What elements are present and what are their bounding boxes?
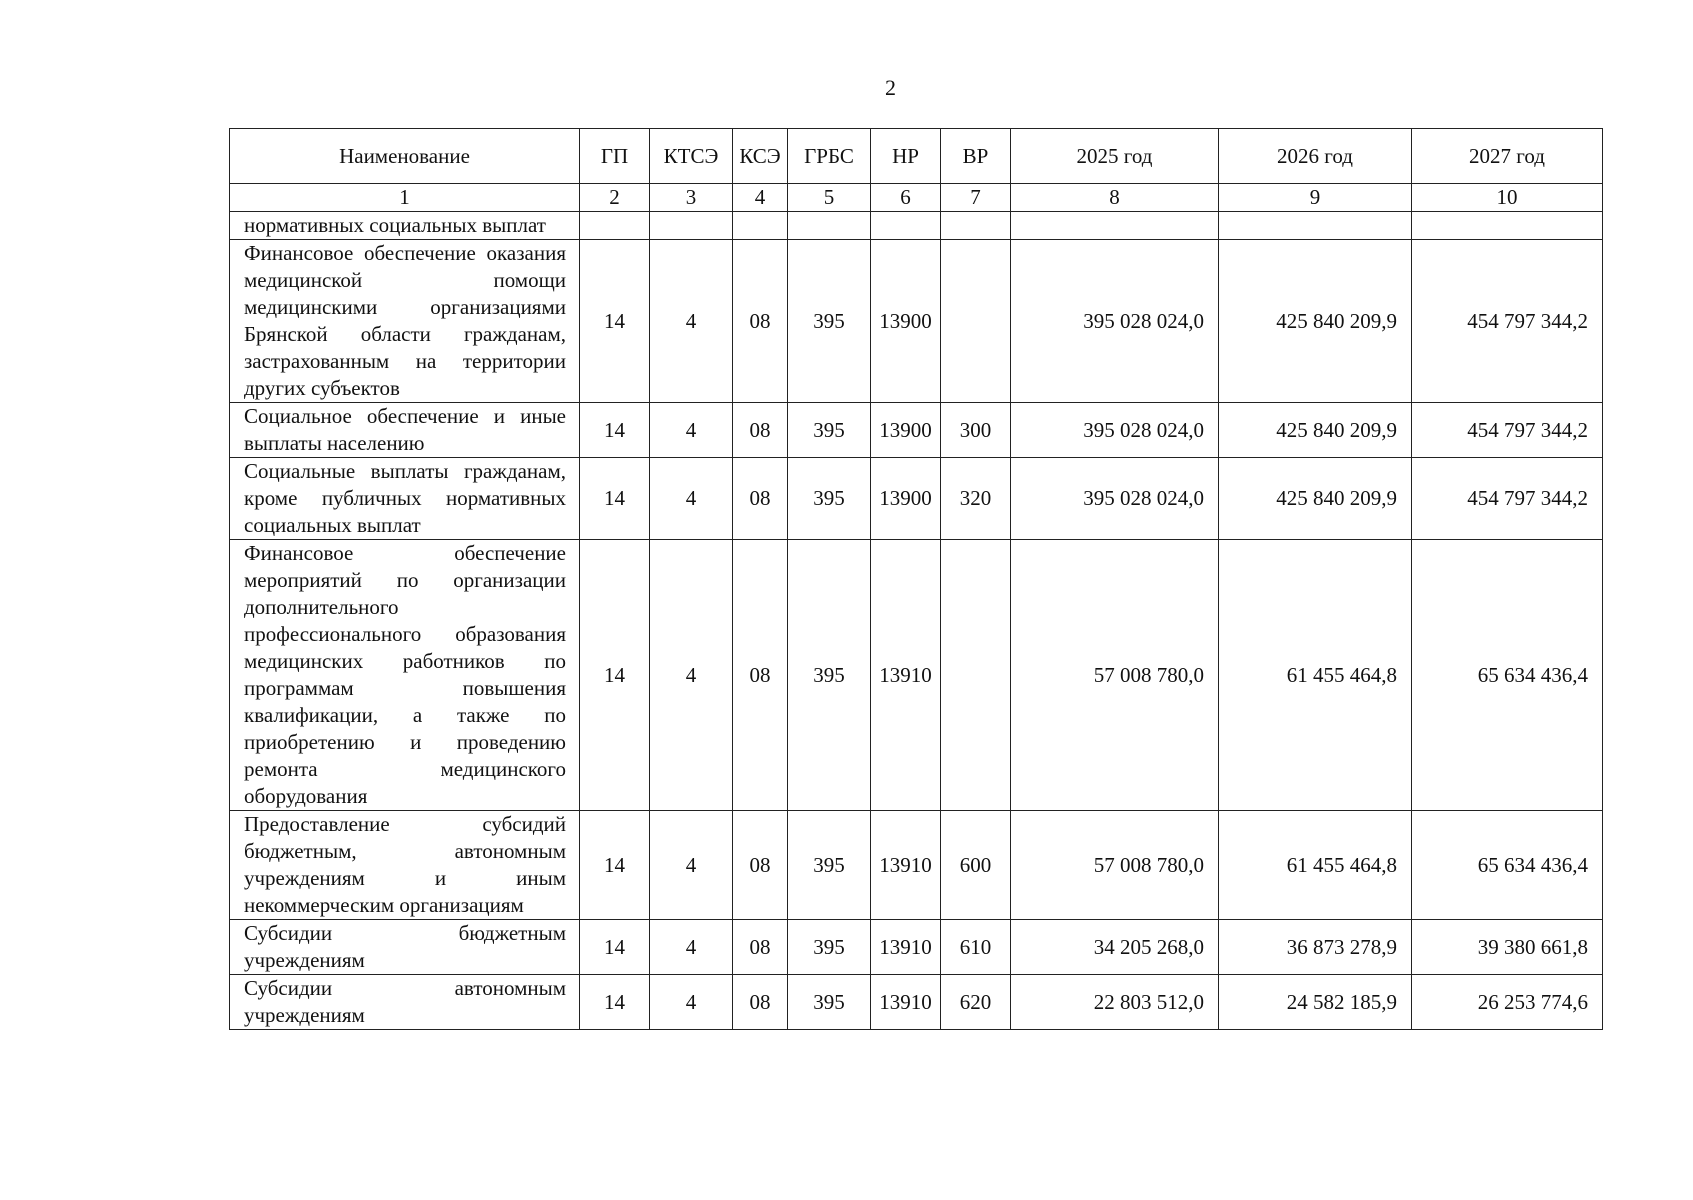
cell-2026 (1219, 212, 1412, 240)
cell-kse (733, 212, 788, 240)
cell-grbs (788, 212, 871, 240)
cell-2027: 65 634 436,4 (1412, 540, 1603, 811)
cell-2025: 395 028 024,0 (1011, 403, 1219, 458)
cell-gp: 14 (580, 403, 650, 458)
cell-2026: 61 455 464,8 (1219, 811, 1412, 920)
cell-nr (871, 212, 941, 240)
cell-2027: 454 797 344,2 (1412, 240, 1603, 403)
cell-2027: 26 253 774,6 (1412, 975, 1603, 1030)
cell-kse: 08 (733, 458, 788, 540)
cell-grbs: 395 (788, 458, 871, 540)
cell-2025: 22 803 512,0 (1011, 975, 1219, 1030)
cell-nr: 13910 (871, 975, 941, 1030)
cell-grbs: 395 (788, 975, 871, 1030)
column-number: 7 (941, 184, 1011, 212)
cell-ktse (650, 212, 733, 240)
header-2026: 2026 год (1219, 129, 1412, 184)
header-row (230, 129, 1603, 184)
cell-ktse: 4 (650, 240, 733, 403)
table-row (230, 920, 1603, 975)
cell-grbs: 395 (788, 540, 871, 811)
cell-vr (941, 240, 1011, 403)
row-name: Социальные выплаты гражданам, кроме публичных нормативных социальных выплат (230, 458, 580, 540)
column-number: 1 (230, 184, 580, 212)
row-name: Субсидии бюджетным учреждениям (230, 920, 580, 975)
cell-nr: 13910 (871, 540, 941, 811)
cell-vr: 610 (941, 920, 1011, 975)
cell-2025 (1011, 212, 1219, 240)
cell-vr: 300 (941, 403, 1011, 458)
header-vr: ВР (941, 129, 1011, 184)
table-row (230, 975, 1603, 1030)
column-number: 8 (1011, 184, 1219, 212)
cell-vr: 320 (941, 458, 1011, 540)
cell-kse: 08 (733, 240, 788, 403)
table-row (230, 240, 1603, 403)
cell-kse: 08 (733, 403, 788, 458)
table-row (230, 540, 1603, 811)
page-number: 2 (885, 75, 896, 100)
header-nr: НР (871, 129, 941, 184)
cell-kse: 08 (733, 540, 788, 811)
column-number: 2 (580, 184, 650, 212)
cell-gp: 14 (580, 811, 650, 920)
row-name: нормативных социальных выплат (230, 212, 580, 240)
cell-2027: 454 797 344,2 (1412, 458, 1603, 540)
header-name: Наименование (230, 129, 580, 184)
cell-grbs: 395 (788, 403, 871, 458)
column-number: 10 (1412, 184, 1603, 212)
cell-kse: 08 (733, 920, 788, 975)
cell-2026: 425 840 209,9 (1219, 458, 1412, 540)
cell-2026: 425 840 209,9 (1219, 403, 1412, 458)
column-number: 6 (871, 184, 941, 212)
cell-2027: 39 380 661,8 (1412, 920, 1603, 975)
header-gp: ГП (580, 129, 650, 184)
header-grbs: ГРБС (788, 129, 871, 184)
column-number: 4 (733, 184, 788, 212)
cell-vr: 620 (941, 975, 1011, 1030)
cell-kse: 08 (733, 811, 788, 920)
cell-ktse: 4 (650, 975, 733, 1030)
header-2027: 2027 год (1412, 129, 1603, 184)
cell-ktse: 4 (650, 403, 733, 458)
column-number: 5 (788, 184, 871, 212)
cell-2027 (1412, 212, 1603, 240)
cell-2026: 425 840 209,9 (1219, 240, 1412, 403)
cell-vr (941, 212, 1011, 240)
header-kse: КСЭ (733, 129, 788, 184)
table-row (230, 811, 1603, 920)
cell-gp: 14 (580, 975, 650, 1030)
cell-gp: 14 (580, 240, 650, 403)
row-name: Субсидии автономным учреждениям (230, 975, 580, 1030)
cell-ktse: 4 (650, 540, 733, 811)
cell-2026: 61 455 464,8 (1219, 540, 1412, 811)
cell-nr: 13900 (871, 403, 941, 458)
column-number-row (230, 184, 1603, 212)
cell-gp: 14 (580, 540, 650, 811)
column-number: 3 (650, 184, 733, 212)
column-number: 9 (1219, 184, 1412, 212)
cell-vr (941, 540, 1011, 811)
cell-nr: 13910 (871, 920, 941, 975)
row-name: Социальное обеспечение и иные выплаты населению (230, 403, 580, 458)
cell-2025: 57 008 780,0 (1011, 540, 1219, 811)
table-row (230, 403, 1603, 458)
cell-ktse: 4 (650, 458, 733, 540)
cell-2025: 395 028 024,0 (1011, 240, 1219, 403)
table-row (230, 212, 1603, 240)
row-name: Финансовое обеспечение мероприятий по организации дополнительного профессионального образования медицинских работников по программам повышения квалификации, а также по приобретению и проведению ремонта медицинского оборудования (230, 540, 580, 811)
cell-grbs: 395 (788, 240, 871, 403)
table-row (230, 458, 1603, 540)
cell-gp: 14 (580, 920, 650, 975)
cell-2026: 24 582 185,9 (1219, 975, 1412, 1030)
cell-gp (580, 212, 650, 240)
cell-2025: 34 205 268,0 (1011, 920, 1219, 975)
cell-2027: 454 797 344,2 (1412, 403, 1603, 458)
cell-grbs: 395 (788, 811, 871, 920)
cell-2025: 395 028 024,0 (1011, 458, 1219, 540)
cell-2027: 65 634 436,4 (1412, 811, 1603, 920)
cell-ktse: 4 (650, 811, 733, 920)
cell-2025: 57 008 780,0 (1011, 811, 1219, 920)
cell-vr: 600 (941, 811, 1011, 920)
cell-nr: 13900 (871, 458, 941, 540)
header-2025: 2025 год (1011, 129, 1219, 184)
cell-ktse: 4 (650, 920, 733, 975)
row-name: Предоставление субсидий бюджетным, автономным учреждениям и иным некоммерческим организациям (230, 811, 580, 920)
cell-nr: 13900 (871, 240, 941, 403)
cell-nr: 13910 (871, 811, 941, 920)
cell-gp: 14 (580, 458, 650, 540)
cell-2026: 36 873 278,9 (1219, 920, 1412, 975)
budget-table (229, 128, 1603, 1030)
cell-grbs: 395 (788, 920, 871, 975)
cell-kse: 08 (733, 975, 788, 1030)
row-name: Финансовое обеспечение оказания медицинской помощи медицинскими организациями Брянской области гражданам, застрахованным на территории других субъектов (230, 240, 580, 403)
header-ktse: КТСЭ (650, 129, 733, 184)
